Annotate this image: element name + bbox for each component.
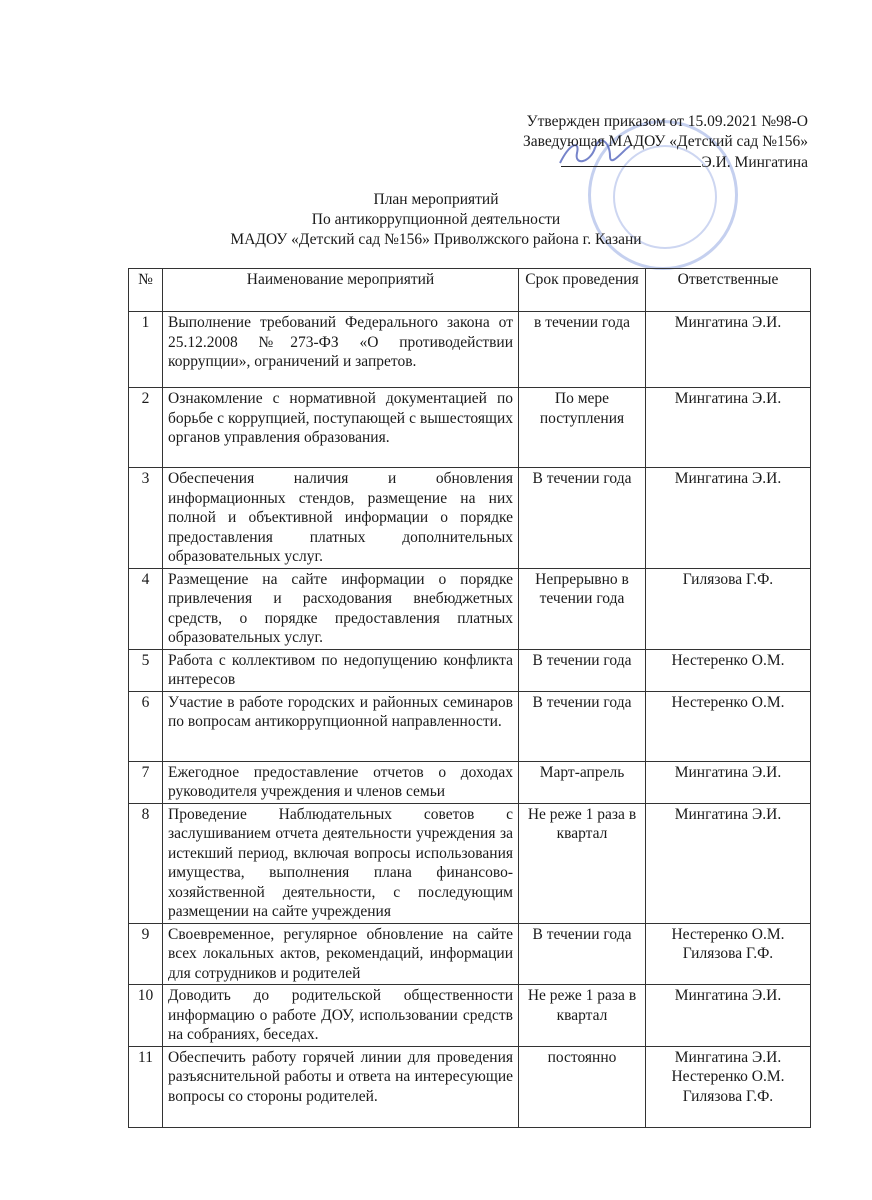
- row-responsible: Нестеренко О.М. Гилязова Г.Ф.: [646, 923, 811, 985]
- row-name: Ознакомление с нормативной документацией по борьбе с коррупцией, поступающей с вышестоящих органов управления образования.: [163, 388, 519, 468]
- table-row: [129, 923, 811, 985]
- table-row: [129, 985, 811, 1047]
- signature-line: [561, 152, 701, 167]
- row-number: 2: [129, 388, 163, 468]
- document-title: [0, 190, 872, 250]
- table-row: [129, 312, 811, 388]
- row-name: Доводить до родительской общественности информацию о работе ДОУ, использовании средств на собраниях, беседах.: [163, 985, 519, 1047]
- header-number: №: [129, 269, 163, 312]
- table-row: [129, 691, 811, 761]
- row-responsible: Мингатина Э.И.: [646, 761, 811, 803]
- table-row: [129, 468, 811, 569]
- table-row: [129, 388, 811, 468]
- row-name: Проведение Наблюдательных советов с заслушиванием отчета деятельности учреждения за истекший период, включая вопросы использования имущества, выполнения плана финансово-хозяйственной деятельности, с последующим размещении на сайте учреждения: [163, 803, 519, 923]
- row-number: 11: [129, 1046, 163, 1127]
- row-number: 10: [129, 985, 163, 1047]
- row-name: Работа с коллективом по недопущению конфликта интересов: [163, 649, 519, 691]
- row-responsible: Гилязова Г.Ф.: [646, 568, 811, 649]
- row-responsible: Нестеренко О.М.: [646, 691, 811, 761]
- row-responsible: Мингатина Э.И.: [646, 388, 811, 468]
- title-line: План мероприятий: [373, 191, 499, 208]
- title-line: МАДОУ «Детский сад №156» Приволжского района г. Казани: [230, 231, 642, 248]
- approval-order: Утвержден приказом от 15.09.2021 №98-О: [526, 113, 808, 130]
- row-name: Обеспечения наличия и обновления информационных стендов, размещение на них полной и объективной информации о порядке предоставления платных дополнительных образовательных услуг.: [163, 468, 519, 569]
- row-term: Не реже 1 раза в квартал: [519, 803, 646, 923]
- header-name: Наименование мероприятий: [163, 269, 519, 312]
- row-number: 4: [129, 568, 163, 649]
- row-number: 1: [129, 312, 163, 388]
- row-name: Ежегодное предоставление отчетов о доходах руководителя учреждения и членов семьи: [163, 761, 519, 803]
- row-responsible: Мингатина Э.И.: [646, 985, 811, 1047]
- row-name: Участие в работе городских и районных семинаров по вопросам антикоррупционной направленности.: [163, 691, 519, 761]
- approval-position: Заведующая МАДОУ «Детский сад №156»: [522, 133, 808, 150]
- events-table: [128, 268, 811, 1128]
- row-number: 9: [129, 923, 163, 985]
- row-number: 6: [129, 691, 163, 761]
- row-responsible: Нестеренко О.М.: [646, 649, 811, 691]
- row-term: постоянно: [519, 1046, 646, 1127]
- row-number: 7: [129, 761, 163, 803]
- row-name: Обеспечить работу горячей линии для проведения разъяснительной работы и ответа на интересующие вопросы со стороны родителей.: [163, 1046, 519, 1127]
- row-term: В течении года: [519, 923, 646, 985]
- row-name: Размещение на сайте информации о порядке привлечения и расходования внебюджетных средств, о порядке предоставления платных образовательных услуг.: [163, 568, 519, 649]
- row-name: Своевременное, регулярное обновление на сайте всех локальных актов, рекомендаций, информации для сотрудников и родителей: [163, 923, 519, 985]
- row-responsible: Мингатина Э.И. Нестеренко О.М. Гилязова Г.Ф.: [646, 1046, 811, 1127]
- row-number: 5: [129, 649, 163, 691]
- title-line: По антикоррупционной деятельности: [311, 211, 561, 228]
- header-responsible: Ответственные: [646, 269, 811, 312]
- row-term: В течении года: [519, 649, 646, 691]
- table-row: [129, 803, 811, 923]
- approval-signer: Э.И. Мингатина: [701, 154, 808, 171]
- table-row: [129, 649, 811, 691]
- row-term: Не реже 1 раза в квартал: [519, 985, 646, 1047]
- table-row: [129, 568, 811, 649]
- table-row: [129, 1046, 811, 1127]
- row-term: В течении года: [519, 468, 646, 569]
- row-responsible: Мингатина Э.И.: [646, 803, 811, 923]
- table-row: [129, 761, 811, 803]
- row-number: 3: [129, 468, 163, 569]
- row-number: 8: [129, 803, 163, 923]
- row-term: Март-апрель: [519, 761, 646, 803]
- row-term: По мере поступления: [519, 388, 646, 468]
- row-term: Непрерывно в течении года: [519, 568, 646, 649]
- row-responsible: Мингатина Э.И.: [646, 468, 811, 569]
- row-term: В течении года: [519, 691, 646, 761]
- row-term: в течении года: [519, 312, 646, 388]
- approval-block: [523, 112, 808, 173]
- header-term: Срок проведения: [519, 269, 646, 312]
- row-name: Выполнение требований Федерального закона от 25.12.2008 №273-ФЗ «О противодействии коррупции», ограничений и запретов.: [163, 312, 519, 388]
- row-responsible: Мингатина Э.И.: [646, 312, 811, 388]
